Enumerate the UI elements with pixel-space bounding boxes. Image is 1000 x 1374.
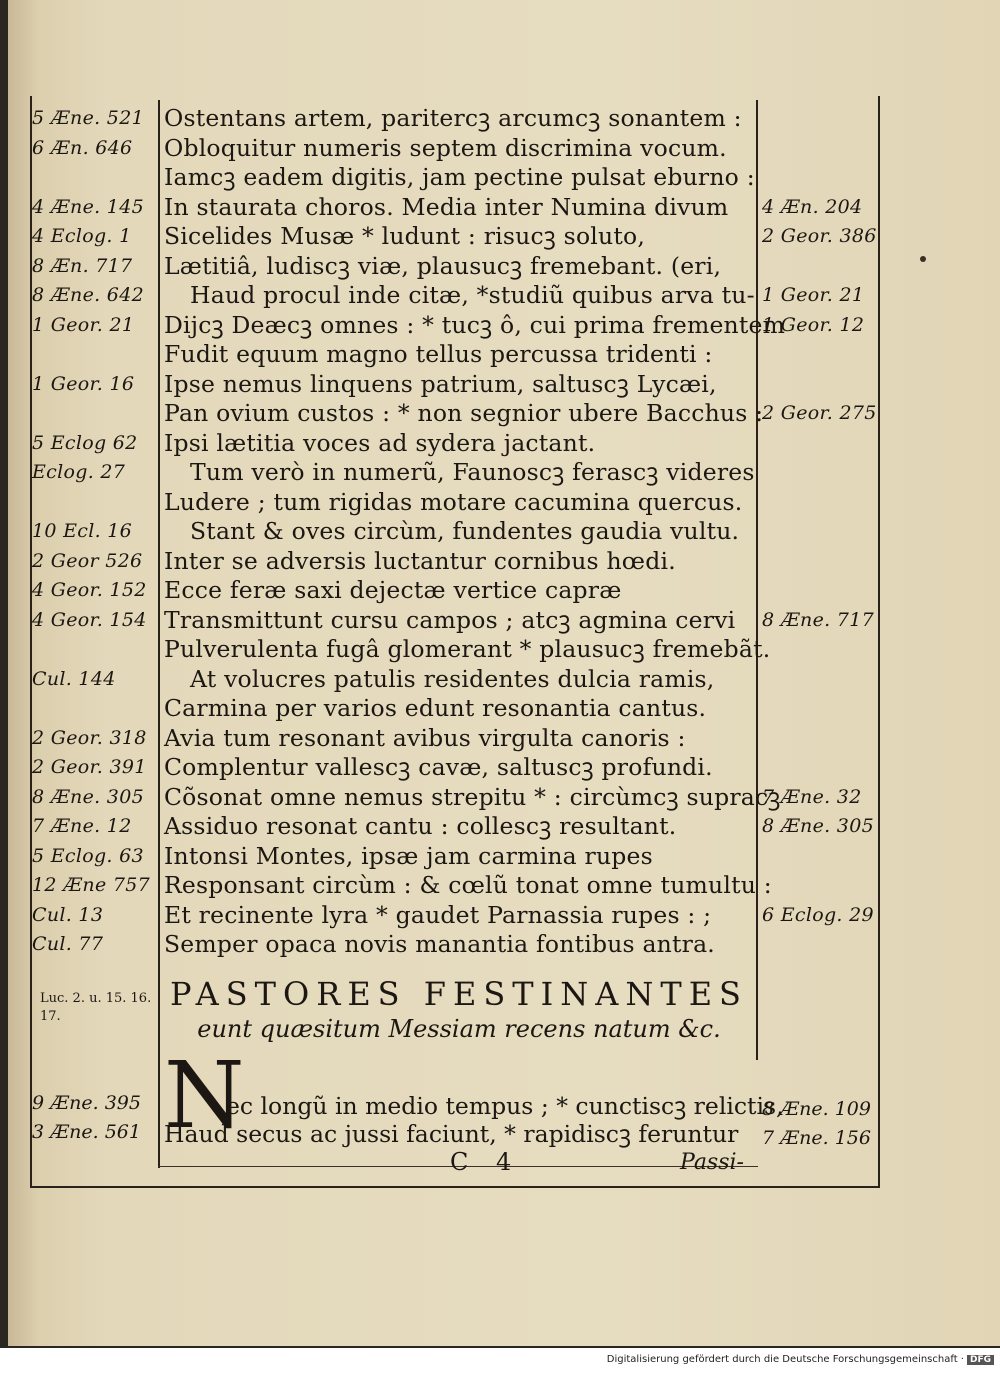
left-margin-note: 2 Geor. 391	[32, 756, 147, 778]
verse-line: Iamcꝫ eadem digitis, jam pectine pulsat eburno :	[164, 163, 755, 191]
left-margin-note: 6 Æn. 646	[32, 136, 133, 159]
left-margin-note	[32, 635, 158, 665]
right-margin-note: 6 Eclog. 29	[762, 903, 874, 926]
verse-line: Responsant circùm : & cœlũ tonat omne tumultu :	[164, 871, 772, 899]
left-margin-note: 4 Geor. 152	[32, 579, 147, 601]
book-page	[8, 0, 1000, 1346]
verse-line: Lætitiâ, ludiscꝫ viæ, plausucꝫ fremebant. (eri,	[164, 251, 722, 280]
right-margin-note: 7 Æne. 32	[762, 785, 862, 808]
footer-text: Digitalisierung gefördert durch die Deutsche Forschungsgemeinschaft ·	[606, 1354, 964, 1365]
verse-line: Intonsi Montes, ipsæ jam carmina rupes	[164, 841, 653, 870]
left-margin-note	[32, 694, 158, 724]
left-margin-note: Cul. 13	[32, 903, 104, 926]
verse-line: Cõsonat omne nemus strepitu * : circùmcꝫ supracꝫ	[164, 782, 781, 811]
right-margin-note	[762, 429, 882, 459]
verse-line: Pulverulenta fugâ glomerant * plausucꝫ fremebãt.	[164, 635, 771, 663]
right-margin-note	[762, 370, 882, 400]
right-margin-note: 2 Geor. 386	[762, 225, 877, 247]
ink-spot	[920, 256, 926, 262]
verse-line: Avia tum resonant avibus virgulta canoris :	[164, 723, 686, 752]
right-margin-note: 7 Æne. 156	[762, 1127, 871, 1149]
left-margin-note: 9 Æne. 395	[32, 1092, 141, 1114]
section-subheading: eunt quæsitum Messiam recens natum &c.	[197, 1015, 721, 1043]
left-margin-note: 5 Æne. 521	[32, 107, 144, 129]
right-margin-note	[762, 576, 882, 606]
verse-line: Sicelides Musæ * ludunt : risucꝫ soluto,	[164, 222, 646, 250]
left-margin-note	[32, 488, 158, 518]
right-margin-note	[762, 340, 882, 370]
right-margin-note	[762, 517, 882, 547]
left-margin-note: 4 Æne. 145	[32, 195, 144, 218]
left-margin-note: 12 Æne 757	[32, 874, 151, 896]
left-margin-note: 2 Geor. 318	[32, 726, 147, 749]
dfg-logo: DFG	[967, 1355, 994, 1365]
left-margin-note	[32, 399, 158, 429]
drop-capital: N	[164, 1042, 245, 1149]
right-margin-note	[762, 724, 882, 754]
left-margin-note	[32, 163, 158, 193]
verse-line: In staurata choros. Media inter Numina divum	[164, 192, 729, 221]
left-margin-note: 10 Ecl. 16	[32, 520, 133, 542]
left-margin-note: Cul. 77	[32, 933, 104, 955]
luke-reference-note: Luc. 2. u. 15. 16. 17.	[40, 991, 152, 1024]
verse-line: Ipse nemus linquens patrium, saltuscꝫ Lycæi,	[164, 369, 717, 398]
right-margin-note	[762, 163, 882, 193]
left-margin-note: 3 Æne. 561	[32, 1121, 141, 1143]
right-margin-note: 2 Geor. 275	[762, 402, 877, 424]
right-margin-note	[762, 694, 882, 724]
right-margin-note: 1 Geor. 12	[762, 313, 865, 336]
right-margin-notes	[762, 104, 882, 960]
verse-line: Ecce feræ saxi dejectæ vertice capræ	[164, 576, 622, 604]
right-margin-note	[762, 842, 882, 872]
right-margin-note	[762, 930, 882, 960]
left-margin-note: 8 Æne. 642	[32, 284, 144, 306]
right-margin-note	[762, 753, 882, 783]
right-margin-note: 8 Æne. 305	[762, 815, 874, 837]
section-heading: PASTORES FESTINANTES	[170, 975, 748, 1013]
left-margin-note: 8 Æn. 717	[32, 254, 133, 277]
verse-line: Et recinente lyra * gaudet Parnassia rupes : ;	[164, 900, 712, 929]
verse-line: Tum verò in numerũ, Faunoscꝫ ferascꝫ videres	[190, 458, 755, 486]
left-margin-note: 7 Æne. 12	[32, 815, 132, 837]
verse-line: Inter se adversis luctantur cornibus hœdi.	[164, 546, 676, 575]
right-margin-note	[762, 871, 882, 901]
left-margin-note: Eclog. 27	[32, 461, 126, 483]
verse-line: At volucres patulis residentes dulcia ramis,	[190, 664, 715, 693]
right-margin-note	[762, 134, 882, 164]
verse-line: Semper opaca novis manantia fontibus antra.	[164, 930, 715, 958]
left-margin-note: 4 Eclog. 1	[32, 225, 132, 247]
left-margin-note: 5 Eclog. 63	[32, 844, 144, 867]
verse-line: Pan ovium custos : * non segnior ubere Bacchus :	[164, 399, 764, 427]
verse-line: Haud procul inde citæ, *studiũ quibus arva tu-	[190, 281, 755, 309]
left-margin-note: 5 Eclog 62	[32, 431, 138, 454]
left-margin-note: 8 Æne. 305	[32, 785, 144, 808]
verse-line: Ludere ; tum rigidas motare cacumina quercus.	[164, 487, 743, 516]
verse-line: Dijcꝫ Deæcꝫ omnes : * tucꝫ ô, cui prima frementem	[164, 310, 786, 339]
signature-mark: C 4	[450, 1148, 522, 1176]
right-margin-note: 1 Geor. 21	[762, 284, 865, 306]
left-margin-note: 2 Geor 526	[32, 549, 143, 572]
verse-line: Carmina per varios edunt resonantia cantus.	[164, 694, 707, 722]
verse-line: Assiduo resonat cantu : collescꝫ resultant.	[164, 812, 677, 840]
catchword: Passi-	[680, 1150, 744, 1175]
right-margin-note	[762, 458, 882, 488]
verse-line: Complentur vallescꝫ cavæ, saltuscꝫ profundi.	[164, 753, 713, 781]
right-margin-note	[762, 104, 882, 134]
left-margin-notes	[32, 104, 158, 960]
right-margin-note: 8 Æne. 717	[762, 608, 874, 631]
right-margin-note	[762, 252, 882, 282]
verse-line: ec longũ in medio tempus ; * cunctiscꝫ relictis,	[226, 1092, 784, 1120]
right-margin-note	[762, 635, 882, 665]
right-margin-note	[762, 488, 882, 518]
verse-line: Ostentans artem, paritercꝫ arcumcꝫ sonantem :	[164, 104, 742, 132]
right-margin-note	[762, 547, 882, 577]
verse-line: Haud secus ac jussi faciunt, * rapidiscꝫ feruntur	[164, 1120, 739, 1148]
left-margin-note: 1 Geor. 21	[32, 313, 135, 336]
verse-line: Transmittunt cursu campos ; atcꝫ agmina cervi	[164, 605, 736, 634]
left-margin-note: 1 Geor. 16	[32, 372, 135, 395]
right-margin-note: 4 Æn. 204	[762, 195, 863, 218]
verse-line: Stant & oves circùm, fundentes gaudia vultu.	[190, 517, 740, 545]
verse-line: Obloquitur numeris septem discrimina vocum.	[164, 133, 727, 162]
verse-column	[164, 104, 786, 960]
right-margin-note	[762, 665, 882, 695]
left-margin-note: 4 Geor. 154	[32, 608, 147, 631]
verse-line: Ipsi lætitia voces ad sydera jactant.	[164, 428, 596, 457]
left-margin-note: Cul. 144	[32, 667, 116, 690]
digitization-footer	[607, 1354, 994, 1365]
right-margin-note: 8 Æne. 109	[762, 1098, 871, 1120]
verse-line: Fudit equum magno tellus percussa tridenti :	[164, 340, 713, 368]
left-margin-note	[32, 340, 158, 370]
